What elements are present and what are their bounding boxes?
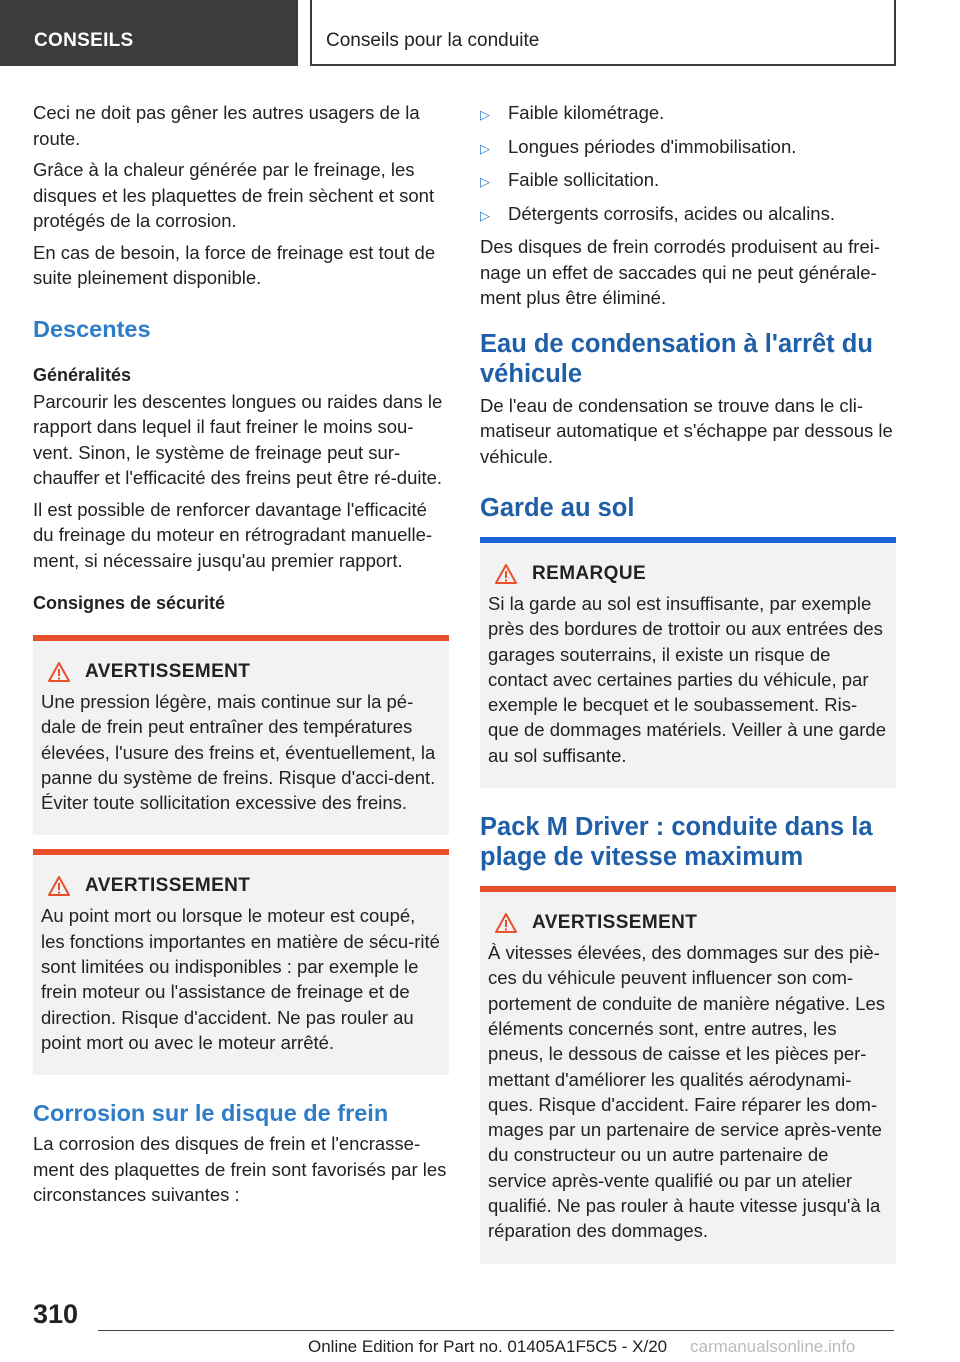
corrosion-causes-list — [480, 100, 896, 228]
bullet-triangle-icon: ▷ — [480, 107, 490, 122]
warning-triangle-icon — [494, 912, 518, 934]
generalites-paragraph-1: Parcourir les descentes longues ou raides dans le rapport dans lequel il faut freiner le moins sou-vent. Sinon, le système de freinage peut sur-chauffer et l'efficacité des freins peut être ré-duite. — [33, 390, 443, 488]
garde-heading: Garde au sol — [480, 494, 635, 522]
edition-note: Online Edition for Part no. 01405A1F5C5 - X/20 — [308, 1337, 668, 1356]
page-number: 310 — [33, 1299, 79, 1329]
generalites-heading: Généralités — [33, 364, 132, 385]
list-item: ▷ Détergents corrosifs, acides ou alcalins. — [480, 201, 896, 229]
warning-box-2-title — [47, 875, 441, 897]
warning-box-1-title — [47, 661, 441, 683]
warning-2-label: AVERTISSEMENT — [85, 875, 251, 897]
bullet-triangle-icon: ▷ — [480, 140, 490, 156]
left-column — [33, 100, 449, 1214]
warning-triangle-icon — [47, 875, 71, 897]
condensation-paragraph: De l'eau de condensation se trouve dans le cli-matiseur automatique et s'échappe par dessous le véhicule. — [480, 394, 893, 467]
warning-triangle-icon — [494, 563, 518, 585]
footer-divider — [98, 1330, 894, 1331]
chapter-tab — [310, 0, 896, 66]
right-column — [480, 100, 896, 1264]
list-item: ▷ Faible kilométrage. — [480, 100, 896, 128]
consignes-heading: Consignes de sécurité — [33, 593, 226, 613]
warning-1-label: AVERTISSEMENT — [85, 661, 251, 682]
notice-label: REMARQUE — [532, 563, 647, 584]
corrosion-paragraph: La corrosion des disques de frein et l'encrasse-ment des plaquettes de frein sont favorisés par les circonstances suivantes : — [33, 1133, 447, 1206]
warning-2-text: Au point mort ou lorsque le moteur est coupé, les fonctions importantes en matière de sécu-rité sont limitées ou indisponibles : par exemple le frein moteur ou l'assistance de freinage et de direction. Risque d'accident. Ne pas rouler au point mort ou avec le moteur arrêté. — [41, 905, 440, 1053]
notice-box-title — [494, 563, 888, 585]
warning-3-text: À vitesses élevées, des dommages sur des piè-ces du véhicule peuvent influencer son com-portement de conduite de manière négative. Les éléments concernés sont, entre autres, les pneus, le dessous de caisse et les pièces per-mettant d'améliorer les qualités aérodynami-ques. Risque d'accident. Faire réparer les dom-mages par un partenaire de service après-vente du constructeur ou un autre partenaire de service après-vente qualifié ou par un atelier qualifié. Ne pas rouler à haute vitesse jusqu'à la réparation des dommages. — [488, 942, 885, 1242]
warning-triangle-icon — [47, 661, 71, 683]
section-tab — [0, 0, 298, 66]
intro-paragraph-3: En cas de besoin, la force de freinage est tout de suite pleinement disponible. — [33, 241, 436, 288]
warning-1-text: Une pression légère, mais continue sur la pé-dale de frein peut entraîner des températures élevées, l'usure des freins et, éventuellement, la panne du système de freins. Risque d'acci-dent. Éviter toute sollicitation excessive des freins. — [41, 691, 436, 814]
notice-box — [480, 537, 896, 788]
bullet-triangle-icon: ▷ — [480, 174, 490, 189]
generalites-paragraph-2: Il est possible de renforcer davantage l'efficacité du freinage du moteur en rétrogradant manuelle-ment, si nécessaire jusqu'au premier rapport. — [33, 498, 433, 571]
warning-3-label: AVERTISSEMENT — [532, 912, 698, 934]
warning-box-2 — [33, 849, 449, 1075]
watermark: carmanualsonline.info — [690, 1337, 856, 1356]
bullet-triangle-icon: ▷ — [480, 207, 490, 223]
section-label: CONSEILS — [34, 30, 134, 51]
notice-text: Si la garde au sol est insuffisante, par exemple près des bordures de trottoir ou aux entrées des garages souterrains, il existe un risque de contact avec certaines parties du véhicule, par exemple le becquet et le soubassement. Ris-que de dommages matériels. Veiller à une garde au sol suffisante. — [488, 593, 886, 766]
page-header — [0, 0, 960, 66]
intro-paragraph-2: Grâce à la chaleur générée par le freinage, les disques et les plaquettes de frein sèchent et sont protégés de la corrosion. — [33, 159, 435, 231]
chapter-title: Conseils pour la conduite — [326, 30, 540, 51]
pack-heading: Pack M Driver : conduite dans la plage de vitesse maximum — [480, 813, 873, 872]
warning-box-3-title — [494, 912, 888, 934]
list-item: ▷ Faible sollicitation. — [480, 167, 896, 195]
list-item: ▷ Longues périodes d'immobilisation. — [480, 134, 896, 162]
corrosion-heading: Corrosion sur le disque de frein — [33, 1100, 389, 1127]
condensation-heading: Eau de condensation à l'arrêt du véhicule — [480, 329, 873, 388]
warning-box-3 — [480, 886, 896, 1264]
intro-paragraph-1: Ceci ne doit pas gêner les autres usagers de la route. — [33, 102, 420, 149]
descentes-heading: Descentes — [33, 315, 151, 342]
corrosion-result-paragraph: Des disques de frein corrodés produisent au frei-nage un effet de saccades qui ne peut générale-ment plus être éliminé. — [480, 236, 881, 308]
warning-box-1 — [33, 635, 449, 835]
